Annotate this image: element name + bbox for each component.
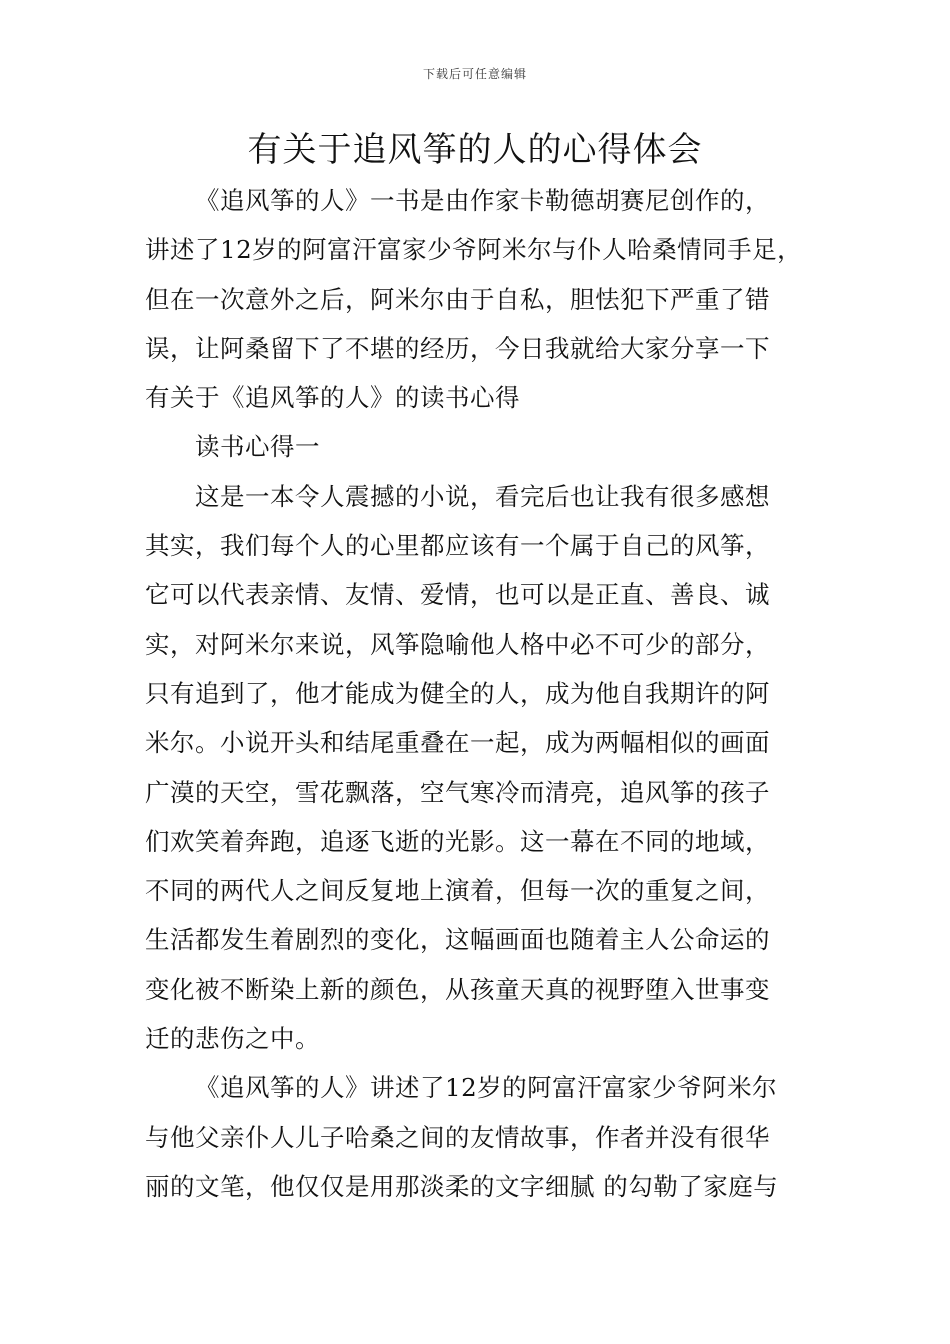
body-line: 只有追到了，他才能成为健全的人，成为他自我期许的阿 bbox=[145, 678, 770, 708]
body-line: 们欢笑着奔跑，追逐飞逝的光影。这一幕在不同的地域， bbox=[145, 826, 770, 856]
body-line: 不同的两代人之间反复地上演着，但每一次的重复之间， bbox=[145, 876, 770, 906]
body-line: 这是一本令人震撼的小说，看完后也让我有很多感想 bbox=[195, 481, 770, 511]
header-note: 下载后可任意编辑 bbox=[422, 67, 527, 81]
body-line: 实，对阿米尔来说，风筝隐喻他人格中必不可少的部分， bbox=[145, 629, 770, 659]
body-line: 广漠的天空，雪花飘落，空气寒冷而清亮，追风筝的孩子 bbox=[145, 777, 770, 807]
body-line: 但在一次意外之后，阿米尔由于自私，胆怯犯下严重了错 bbox=[145, 284, 770, 314]
body-line: 与他父亲仆人儿子哈桑之间的友情故事，作者并没有很华 bbox=[145, 1122, 770, 1152]
body-line: 其实，我们每个人的心里都应该有一个属于自己的风筝， bbox=[145, 531, 770, 561]
body-line: 变化被不断染上新的颜色，从孩童天真的视野堕入世事变 bbox=[145, 974, 770, 1004]
body-line: 有关于《追风筝的人》的读书心得 bbox=[145, 383, 520, 413]
body-line: 《追风筝的人》一书是由作家卡勒德胡赛尼创作的， bbox=[195, 186, 770, 215]
document-body bbox=[145, 176, 815, 1211]
body-line: 迁的悲伤之中。 bbox=[145, 1024, 320, 1054]
body-line: 生活都发生着剧烈的变化，这幅画面也随着主人公命运的 bbox=[145, 925, 770, 955]
body-line: 《追风筝的人》讲述了12岁的阿富汗富家少爷阿米尔 bbox=[195, 1073, 778, 1103]
body-line: 丽的文笔，他仅仅是用那淡柔的文字细腻 的勾勒了家庭与 bbox=[145, 1171, 779, 1201]
body-line: 米尔。小说开头和结尾重叠在一起，成为两幅相似的画面 bbox=[145, 728, 770, 758]
body-line: 读书心得一 bbox=[195, 432, 320, 462]
body-line: 误，让阿桑留下了不堪的经历，今日我就给大家分享一下 bbox=[145, 333, 770, 363]
body-line: 它可以代表亲情、友情、爱情，也可以是正直、善良、诚 bbox=[145, 580, 770, 610]
document-title: 有关于追风筝的人的心得体会 bbox=[247, 130, 703, 170]
body-line: 讲述了12岁的阿富汗富家少爷阿米尔与仆人哈桑情同手足， bbox=[145, 235, 803, 265]
